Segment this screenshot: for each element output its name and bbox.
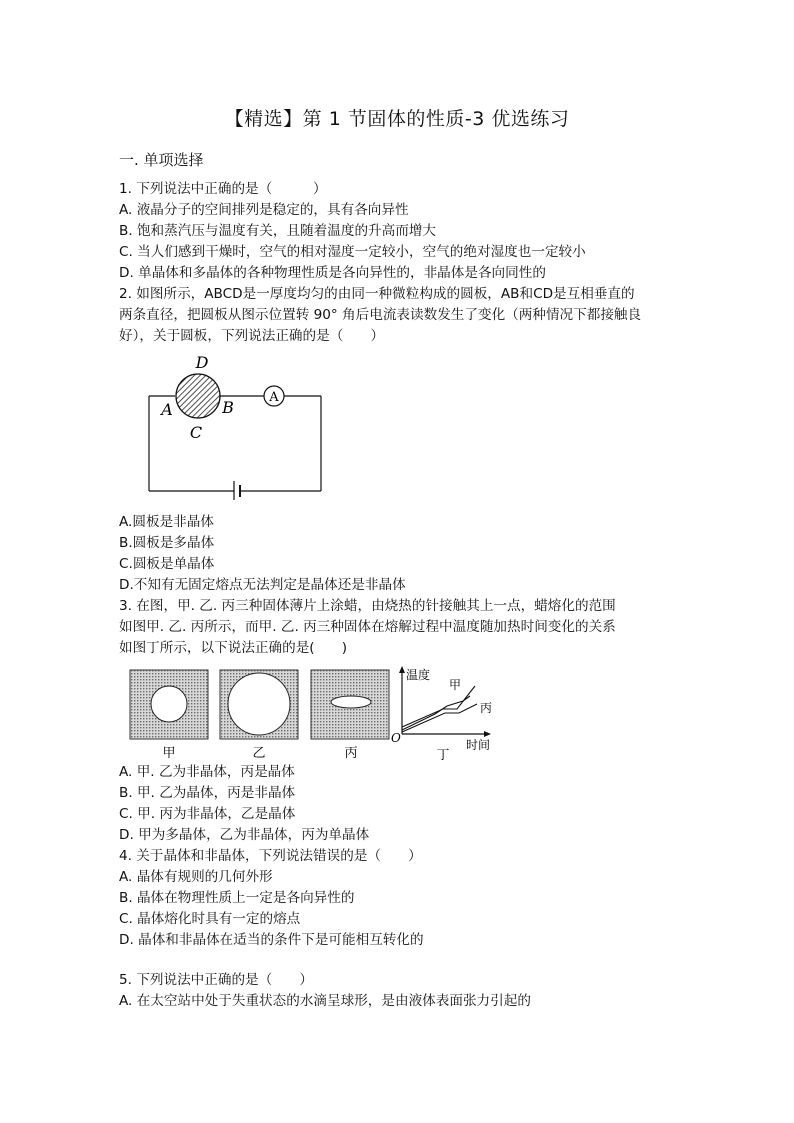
q2-stem-line1: 2. 如图所示，ABCD是一厚度均匀的由同一种微粒构成的圆板，AB和CD是互相垂直的 xyxy=(119,286,635,302)
curve-jia xyxy=(402,686,475,727)
q3-wax-figure xyxy=(125,664,505,768)
q1-option-d: D. 单晶体和多晶体的各种物理性质是各向异性的，非晶体是各向同性的 xyxy=(119,265,546,281)
q4-option-b: B. 晶体在物理性质上一定是各向异性的 xyxy=(119,890,355,906)
q3-option-d: D. 甲为多晶体，乙为非晶体，丙为单晶体 xyxy=(119,827,370,843)
graph-x-label: 时间 xyxy=(466,738,491,752)
q2-circuit-figure xyxy=(140,350,330,500)
caption-ding: 丁 xyxy=(436,748,450,763)
disc xyxy=(176,374,220,418)
q2-option-a: A.圆板是非晶体 xyxy=(119,514,214,530)
q4-option-a: A. 晶体有规则的几何外形 xyxy=(119,869,273,885)
wax-melt-bing xyxy=(331,696,371,708)
q2-option-d: D.不知有无固定熔点无法判定是晶体还是非晶体 xyxy=(119,577,406,593)
section-heading: 一. 单项选择 xyxy=(119,151,204,169)
q1-stem: 1. 下列说法中正确的是（ ） xyxy=(119,181,327,197)
q2-stem-line2: 两条直径，把圆板从图示位置转 90° 角后电流表读数发生了变化（两种情况下都接触良 xyxy=(119,307,642,323)
graph-curve-bing-label: 丙 xyxy=(480,701,493,715)
graph-x-arrow xyxy=(484,731,491,737)
caption-jia: 甲 xyxy=(162,746,176,761)
label-a: A xyxy=(161,400,173,419)
label-b: B xyxy=(222,398,234,417)
label-d: D xyxy=(195,353,209,372)
graph-y-arrow xyxy=(399,666,405,673)
q3-option-c: C. 甲. 丙为非晶体，乙是晶体 xyxy=(119,806,296,822)
graph-curve-jia-label: 甲 xyxy=(449,678,462,692)
wax-melt-jia xyxy=(151,686,187,722)
q4-stem: 4. 关于晶体和非晶体，下列说法错误的是（ ） xyxy=(119,848,422,864)
q3-stem-line2: 如图甲. 乙. 丙所示，而甲. 乙. 丙三种固体在熔解过程中温度随加热时间变化的关系 xyxy=(119,619,616,635)
q5-stem: 5. 下列说法中正确的是（ ） xyxy=(119,972,314,988)
q2-option-c: C.圆板是单晶体 xyxy=(119,556,215,572)
q2-option-b: B.圆板是多晶体 xyxy=(119,535,215,551)
page-title: 【精选】第 1 节固体的性质-3 优选练习 xyxy=(224,108,570,130)
graph-y-label: 温度 xyxy=(406,668,431,682)
wax-melt-yi xyxy=(228,673,290,735)
q3-stem-line3: 如图丁所示，以下说法正确的是( ) xyxy=(119,640,348,656)
q4-option-c: C. 晶体熔化时具有一定的熔点 xyxy=(119,911,301,927)
label-c: C xyxy=(189,423,203,442)
graph-origin: O xyxy=(391,731,401,745)
ammeter-label: A xyxy=(269,390,279,405)
q3-option-a: A. 甲. 乙为非晶体，丙是晶体 xyxy=(119,764,295,780)
q3-stem-line1: 3. 在图，甲. 乙. 丙三种固体薄片上涂蜡，由烧热的针接触其上一点，蜡熔化的范围 xyxy=(119,598,616,614)
q3-option-b: B. 甲. 乙为晶体，丙是非晶体 xyxy=(119,785,296,801)
q1-option-b: B. 饱和蒸汽压与温度有关，且随着温度的升高而增大 xyxy=(119,223,437,239)
q2-stem-line3: 好），关于圆板，下列说法正确的是（ ） xyxy=(119,328,385,344)
q1-option-a: A. 液晶分子的空间排列是稳定的，具有各向异性 xyxy=(119,202,409,218)
caption-bing: 丙 xyxy=(344,746,358,761)
q1-option-c: C. 当人们感到干燥时，空气的相对湿度一定较小，空气的绝对湿度也一定较小 xyxy=(119,244,586,260)
curve-bing xyxy=(402,704,477,732)
q5-option-a: A. 在太空站中处于失重状态的水滴呈球形，是由液体表面张力引起的 xyxy=(119,993,531,1009)
caption-yi: 乙 xyxy=(252,746,266,761)
q4-option-d: D. 晶体和非晶体在适当的条件下是可能相互转化的 xyxy=(119,932,424,948)
